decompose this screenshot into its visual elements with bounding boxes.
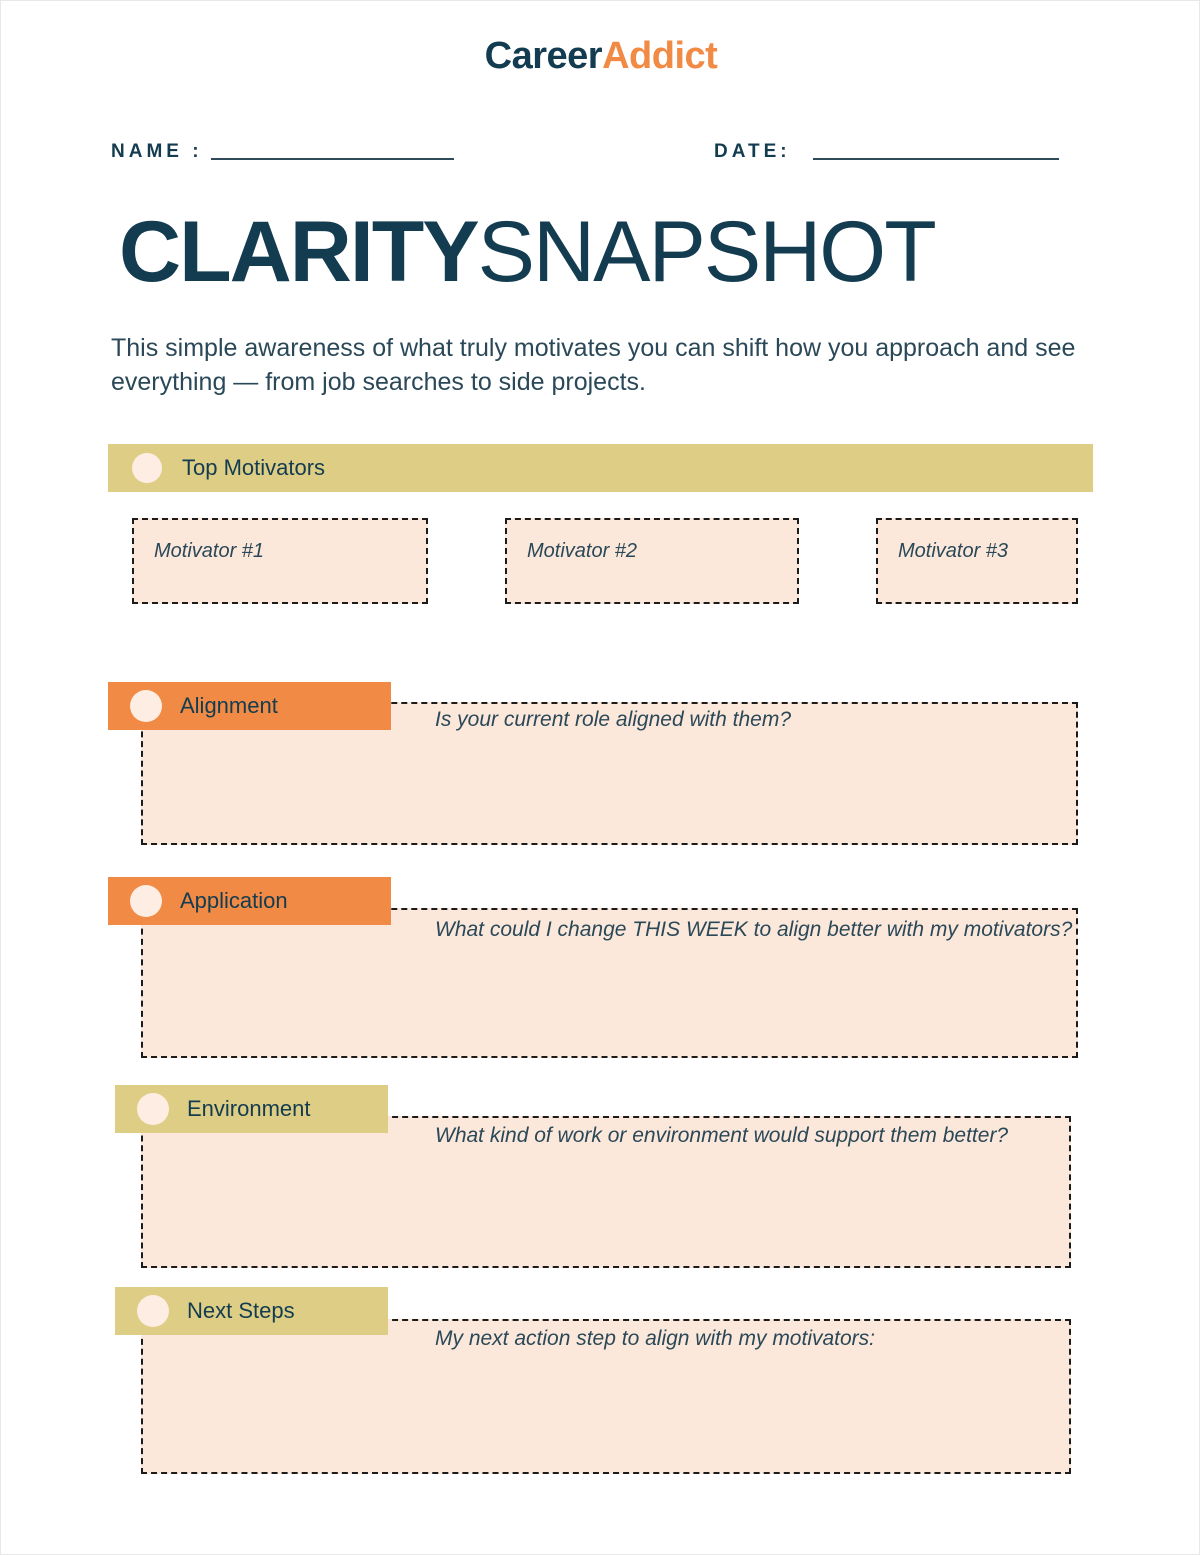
date-input-line[interactable]: [813, 158, 1059, 160]
environment-tab-label: Environment: [187, 1096, 311, 1121]
meta-row: [111, 139, 1091, 169]
alignment-tab[interactable]: [108, 682, 391, 730]
application-tab[interactable]: [108, 877, 391, 925]
top-motivators-label: Top Motivators: [182, 455, 326, 480]
logo-word-career: Career: [484, 35, 603, 77]
section-environment: [1, 1085, 1200, 1269]
page-subtitle: This simple awareness of what truly motivates you can shift how you approach and see everything — from job searches to side projects.: [111, 334, 1076, 396]
application-prompt: What could I change THIS WEEK to align better with my motivators?: [435, 918, 1073, 941]
bullet-circle-icon: [132, 453, 162, 483]
bullet-circle-icon: [137, 1295, 169, 1327]
motivator-box-row: [132, 518, 1078, 604]
bullet-circle-icon: [137, 1093, 169, 1125]
bullet-circle-icon: [130, 885, 162, 917]
alignment-tab-label: Alignment: [180, 693, 278, 718]
name-field-group: [111, 139, 454, 165]
title-word-clarity: CLARITY: [119, 204, 478, 300]
environment-prompt: What kind of work or environment would support them better?: [435, 1124, 1009, 1147]
top-motivators-header: [108, 444, 1093, 492]
title-word-snapshot: SNAPSHOT: [477, 204, 935, 300]
next-steps-prompt: My next action step to align with my motivators:: [435, 1327, 876, 1350]
next-steps-tab-label: Next Steps: [187, 1298, 295, 1323]
application-tab-label: Application: [180, 888, 288, 913]
alignment-prompt: Is your current role aligned with them?: [435, 708, 792, 731]
name-label: NAME :: [111, 141, 203, 162]
environment-tab[interactable]: [115, 1085, 388, 1133]
careeraddict-logo: [1, 37, 1200, 75]
date-label: DATE:: [714, 141, 791, 162]
logo-word-addict: Addict: [602, 35, 718, 77]
section-alignment: [1, 682, 1200, 852]
page-title: [119, 204, 935, 300]
name-input-line[interactable]: [211, 158, 454, 160]
section-next-steps: [1, 1287, 1200, 1474]
date-field-group: [714, 139, 1059, 165]
motivator-box-2[interactable]: Motivator #2: [505, 518, 799, 604]
motivator-box-1[interactable]: Motivator #1: [132, 518, 428, 604]
bullet-circle-icon: [130, 690, 162, 722]
section-application: [1, 877, 1200, 1059]
motivator-box-3[interactable]: Motivator #3: [876, 518, 1078, 604]
next-steps-tab[interactable]: [115, 1287, 388, 1335]
